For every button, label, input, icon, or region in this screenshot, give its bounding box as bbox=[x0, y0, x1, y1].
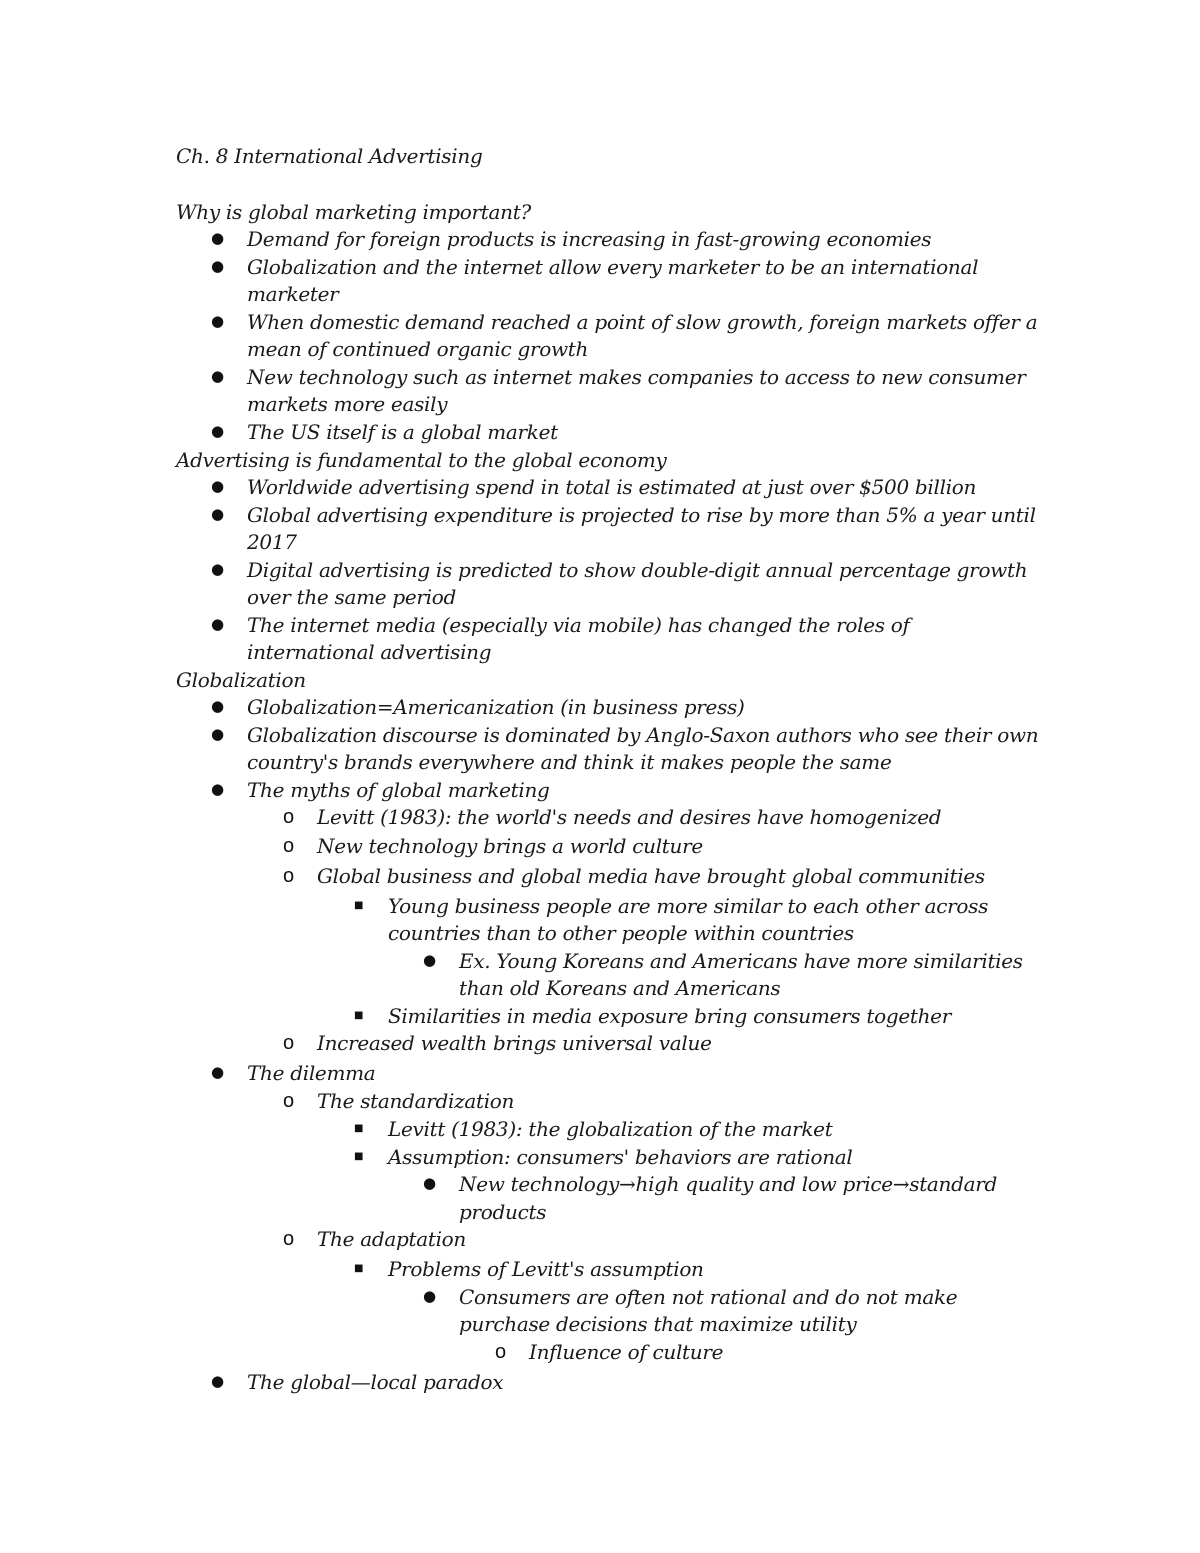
bullet-disc-icon: ● bbox=[211, 229, 225, 247]
section-heading: Advertising is fundamental to the global economy bbox=[176, 448, 667, 472]
list-item: Global advertising expenditure is projected to rise by more than 5% a year until bbox=[247, 503, 1036, 527]
bullet-disc-icon: ● bbox=[423, 951, 437, 969]
list-item-level-4: Consumers are often not rational and do not make bbox=[459, 1285, 958, 1309]
list-item-level-2: Increased wealth brings universal value bbox=[317, 1031, 712, 1055]
list-item-continuation: over the same period bbox=[247, 585, 456, 609]
list-item-level-5: Influence of culture bbox=[529, 1340, 724, 1364]
list-item-level-2: Levitt (1983): the world's needs and desires have homogenized bbox=[317, 805, 942, 829]
bullet-circle-icon: o bbox=[283, 806, 295, 828]
bullet-square-icon: ■ bbox=[354, 1010, 364, 1021]
list-item-level-2: Global business and global media have brought global communities bbox=[317, 864, 985, 888]
list-item: The dilemma bbox=[247, 1061, 376, 1085]
bullet-square-icon: ■ bbox=[354, 1151, 364, 1162]
bullet-circle-icon: o bbox=[283, 1090, 295, 1112]
list-item-level-3: Young business people are more similar to each other across bbox=[388, 894, 989, 918]
bullet-disc-icon: ● bbox=[423, 1287, 437, 1305]
list-item-level-3: Problems of Levitt's assumption bbox=[388, 1257, 704, 1281]
bullet-circle-icon: o bbox=[283, 1032, 295, 1054]
document-title: Ch. 8 International Advertising bbox=[176, 144, 483, 168]
list-item-level-4: New technology→high quality and low price→standard bbox=[459, 1172, 998, 1196]
list-item-continuation: markets more easily bbox=[247, 392, 448, 416]
list-item-continuation: purchase decisions that maximize utility bbox=[459, 1312, 857, 1336]
bullet-disc-icon: ● bbox=[211, 257, 225, 275]
bullet-disc-icon: ● bbox=[423, 1174, 437, 1192]
bullet-disc-icon: ● bbox=[211, 312, 225, 330]
list-item-level-3: Levitt (1983): the globalization of the market bbox=[388, 1117, 833, 1141]
list-item: Globalization=Americanization (in business press) bbox=[247, 695, 745, 719]
list-item: Digital advertising is predicted to show double-digit annual percentage growth bbox=[247, 558, 1028, 582]
bullet-square-icon: ■ bbox=[354, 1123, 364, 1134]
bullet-square-icon: ■ bbox=[354, 900, 364, 911]
bullet-disc-icon: ● bbox=[211, 1372, 225, 1390]
list-item: Demand for foreign products is increasing in fast-growing economies bbox=[247, 227, 932, 251]
bullet-disc-icon: ● bbox=[211, 367, 225, 385]
list-item-level-2: The adaptation bbox=[317, 1227, 466, 1251]
list-item-level-2: New technology brings a world culture bbox=[317, 834, 703, 858]
bullet-disc-icon: ● bbox=[211, 780, 225, 798]
bullet-disc-icon: ● bbox=[211, 505, 225, 523]
list-item-continuation: countries than to other people within countries bbox=[388, 921, 854, 945]
list-item-level-3: Assumption: consumers' behaviors are rational bbox=[388, 1145, 853, 1169]
list-item: The myths of global marketing bbox=[247, 778, 550, 802]
list-item-level-4: Ex. Young Koreans and Americans have more similarities bbox=[459, 949, 1023, 973]
bullet-disc-icon: ● bbox=[211, 697, 225, 715]
bullet-disc-icon: ● bbox=[211, 422, 225, 440]
bullet-circle-icon: o bbox=[283, 835, 295, 857]
list-item: The internet media (especially via mobile) has changed the roles of bbox=[247, 613, 910, 637]
list-item: When domestic demand reached a point of slow growth, foreign markets offer a bbox=[247, 310, 1038, 334]
bullet-circle-icon: o bbox=[495, 1341, 507, 1363]
list-item: Globalization and the internet allow every marketer to be an international bbox=[247, 255, 979, 279]
bullet-disc-icon: ● bbox=[211, 1063, 225, 1081]
list-item: New technology such as internet makes companies to access to new consumer bbox=[247, 365, 1026, 389]
list-item: The global—local paradox bbox=[247, 1370, 504, 1394]
bullet-disc-icon: ● bbox=[211, 477, 225, 495]
section-heading: Why is global marketing important? bbox=[176, 200, 531, 224]
bullet-square-icon: ■ bbox=[354, 1263, 364, 1274]
bullet-disc-icon: ● bbox=[211, 560, 225, 578]
list-item-continuation: than old Koreans and Americans bbox=[459, 976, 781, 1000]
list-item: Worldwide advertising spend in total is estimated at just over $500 billion bbox=[247, 475, 977, 499]
bullet-disc-icon: ● bbox=[211, 725, 225, 743]
list-item: Globalization discourse is dominated by Anglo-Saxon authors who see their own bbox=[247, 723, 1039, 747]
section-heading: Globalization bbox=[176, 668, 306, 692]
list-item: The US itself is a global market bbox=[247, 420, 558, 444]
bullet-circle-icon: o bbox=[283, 865, 295, 887]
bullet-circle-icon: o bbox=[283, 1228, 295, 1250]
list-item-continuation: international advertising bbox=[247, 640, 492, 664]
list-item-continuation: marketer bbox=[247, 282, 339, 306]
bullet-disc-icon: ● bbox=[211, 615, 225, 633]
list-item-level-3: Similarities in media exposure bring consumers together bbox=[388, 1004, 951, 1028]
list-item-level-2: The standardization bbox=[317, 1089, 515, 1113]
list-item-continuation: country's brands everywhere and think it makes people the same bbox=[247, 750, 892, 774]
list-item-continuation: products bbox=[459, 1200, 547, 1224]
list-item-continuation: mean of continued organic growth bbox=[247, 337, 589, 361]
list-item-continuation: 2017 bbox=[247, 530, 297, 554]
